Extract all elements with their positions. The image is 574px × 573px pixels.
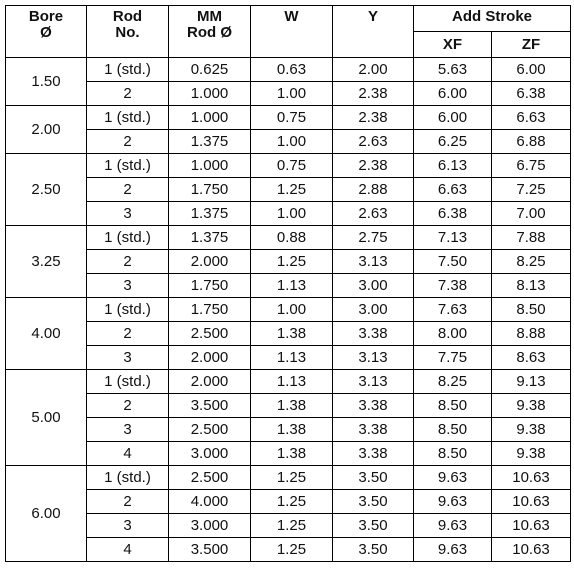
- header-bore: Bore Ø: [6, 6, 87, 58]
- rod-cell: 2: [87, 490, 169, 514]
- rod-cell: 1 (std.): [87, 154, 169, 178]
- bore-cell: 6.00: [6, 466, 87, 562]
- zf-cell: 9.13: [492, 370, 571, 394]
- w-cell: 1.25: [251, 538, 333, 562]
- bore-cell: 1.50: [6, 58, 87, 106]
- table-row: [6, 538, 571, 562]
- rod-cell: 2: [87, 82, 169, 106]
- rod-cell: 2: [87, 178, 169, 202]
- y-cell: 3.38: [333, 418, 414, 442]
- table-row: [6, 514, 571, 538]
- w-cell: 1.00: [251, 298, 333, 322]
- y-cell: 3.38: [333, 322, 414, 346]
- y-cell: 3.50: [333, 538, 414, 562]
- table-row: [6, 322, 571, 346]
- mm-cell: 1.000: [169, 106, 251, 130]
- table-row: [6, 178, 571, 202]
- y-cell: 2.00: [333, 58, 414, 82]
- xf-cell: 6.13: [414, 154, 492, 178]
- zf-cell: 6.88: [492, 130, 571, 154]
- y-cell: 3.38: [333, 394, 414, 418]
- w-cell: 1.25: [251, 466, 333, 490]
- w-cell: 0.75: [251, 154, 333, 178]
- w-cell: 1.25: [251, 178, 333, 202]
- zf-cell: 10.63: [492, 514, 571, 538]
- table-row: [6, 82, 571, 106]
- mm-cell: 1.000: [169, 82, 251, 106]
- xf-cell: 5.63: [414, 58, 492, 82]
- zf-cell: 8.88: [492, 322, 571, 346]
- w-cell: 1.00: [251, 82, 333, 106]
- y-cell: 3.50: [333, 490, 414, 514]
- rod-cell: 2: [87, 130, 169, 154]
- rod-cell: 4: [87, 442, 169, 466]
- zf-cell: 9.38: [492, 418, 571, 442]
- zf-cell: 8.50: [492, 298, 571, 322]
- bore-cell: 3.25: [6, 226, 87, 298]
- zf-cell: 9.38: [492, 394, 571, 418]
- w-cell: 1.13: [251, 274, 333, 298]
- table-row: [6, 346, 571, 370]
- dimensions-table: [5, 5, 571, 562]
- w-cell: 0.75: [251, 106, 333, 130]
- w-cell: 1.13: [251, 370, 333, 394]
- zf-cell: 10.63: [492, 466, 571, 490]
- mm-cell: 2.500: [169, 322, 251, 346]
- xf-cell: 8.50: [414, 442, 492, 466]
- rod-cell: 2: [87, 394, 169, 418]
- table-body: [6, 58, 571, 562]
- zf-cell: 6.75: [492, 154, 571, 178]
- mm-cell: 3.500: [169, 394, 251, 418]
- xf-cell: 8.50: [414, 394, 492, 418]
- y-cell: 2.88: [333, 178, 414, 202]
- table-row: [6, 490, 571, 514]
- table-row: [6, 106, 571, 130]
- rod-cell: 3: [87, 418, 169, 442]
- header-rod-no: Rod No.: [87, 6, 169, 58]
- table-row: [6, 274, 571, 298]
- table-row: [6, 466, 571, 490]
- header-xf: XF: [414, 32, 492, 58]
- table-row: [6, 442, 571, 466]
- table-row: [6, 202, 571, 226]
- mm-cell: 3.000: [169, 514, 251, 538]
- table-row: [6, 394, 571, 418]
- table-row: [6, 154, 571, 178]
- rod-cell: 1 (std.): [87, 370, 169, 394]
- xf-cell: 9.63: [414, 466, 492, 490]
- rod-cell: 1 (std.): [87, 466, 169, 490]
- xf-cell: 8.00: [414, 322, 492, 346]
- mm-cell: 2.500: [169, 466, 251, 490]
- w-cell: 1.38: [251, 418, 333, 442]
- zf-cell: 8.63: [492, 346, 571, 370]
- xf-cell: 7.50: [414, 250, 492, 274]
- y-cell: 3.13: [333, 370, 414, 394]
- zf-cell: 10.63: [492, 538, 571, 562]
- zf-cell: 6.00: [492, 58, 571, 82]
- rod-cell: 1 (std.): [87, 226, 169, 250]
- xf-cell: 6.00: [414, 82, 492, 106]
- header-add-stroke: Add Stroke: [414, 6, 571, 32]
- zf-cell: 9.38: [492, 442, 571, 466]
- rod-cell: 3: [87, 202, 169, 226]
- y-cell: 3.13: [333, 250, 414, 274]
- w-cell: 1.38: [251, 322, 333, 346]
- y-cell: 3.38: [333, 442, 414, 466]
- mm-cell: 1.000: [169, 154, 251, 178]
- w-cell: 1.38: [251, 394, 333, 418]
- zf-cell: 7.00: [492, 202, 571, 226]
- table-row: [6, 226, 571, 250]
- xf-cell: 6.63: [414, 178, 492, 202]
- rod-cell: 1 (std.): [87, 298, 169, 322]
- mm-cell: 2.000: [169, 250, 251, 274]
- table-row: [6, 370, 571, 394]
- w-cell: 1.00: [251, 130, 333, 154]
- w-cell: 0.88: [251, 226, 333, 250]
- zf-cell: 7.88: [492, 226, 571, 250]
- rod-cell: 3: [87, 346, 169, 370]
- rod-cell: 1 (std.): [87, 106, 169, 130]
- xf-cell: 7.13: [414, 226, 492, 250]
- bore-cell: 2.00: [6, 106, 87, 154]
- y-cell: 3.00: [333, 274, 414, 298]
- w-cell: 1.13: [251, 346, 333, 370]
- table-row: [6, 418, 571, 442]
- y-cell: 3.50: [333, 514, 414, 538]
- xf-cell: 6.25: [414, 130, 492, 154]
- rod-cell: 3: [87, 514, 169, 538]
- bore-cell: 5.00: [6, 370, 87, 466]
- zf-cell: 7.25: [492, 178, 571, 202]
- xf-cell: 7.63: [414, 298, 492, 322]
- zf-cell: 8.25: [492, 250, 571, 274]
- xf-cell: 8.25: [414, 370, 492, 394]
- mm-cell: 1.375: [169, 202, 251, 226]
- rod-cell: 2: [87, 322, 169, 346]
- mm-cell: 2.000: [169, 346, 251, 370]
- header-w: W: [251, 6, 333, 58]
- w-cell: 1.25: [251, 514, 333, 538]
- mm-cell: 1.750: [169, 274, 251, 298]
- mm-cell: 3.500: [169, 538, 251, 562]
- y-cell: 2.38: [333, 154, 414, 178]
- mm-cell: 1.375: [169, 226, 251, 250]
- mm-cell: 4.000: [169, 490, 251, 514]
- y-cell: 3.00: [333, 298, 414, 322]
- table-header: [6, 6, 571, 58]
- table-row: [6, 250, 571, 274]
- y-cell: 2.63: [333, 202, 414, 226]
- table-row: [6, 130, 571, 154]
- y-cell: 3.13: [333, 346, 414, 370]
- zf-cell: 6.63: [492, 106, 571, 130]
- header-zf: ZF: [492, 32, 571, 58]
- rod-cell: 1 (std.): [87, 58, 169, 82]
- mm-cell: 2.000: [169, 370, 251, 394]
- zf-cell: 6.38: [492, 82, 571, 106]
- xf-cell: 8.50: [414, 418, 492, 442]
- bore-cell: 4.00: [6, 298, 87, 370]
- xf-cell: 9.63: [414, 490, 492, 514]
- xf-cell: 6.00: [414, 106, 492, 130]
- w-cell: 0.63: [251, 58, 333, 82]
- rod-cell: 4: [87, 538, 169, 562]
- header-mm-rod: MM Rod Ø: [169, 6, 251, 58]
- header-y: Y: [333, 6, 414, 58]
- zf-cell: 8.13: [492, 274, 571, 298]
- table-row: [6, 298, 571, 322]
- zf-cell: 10.63: [492, 490, 571, 514]
- y-cell: 2.75: [333, 226, 414, 250]
- bore-cell: 2.50: [6, 154, 87, 226]
- mm-cell: 0.625: [169, 58, 251, 82]
- y-cell: 2.38: [333, 106, 414, 130]
- mm-cell: 3.000: [169, 442, 251, 466]
- rod-cell: 3: [87, 274, 169, 298]
- y-cell: 2.63: [333, 130, 414, 154]
- xf-cell: 7.38: [414, 274, 492, 298]
- mm-cell: 1.375: [169, 130, 251, 154]
- mm-cell: 1.750: [169, 178, 251, 202]
- xf-cell: 9.63: [414, 514, 492, 538]
- xf-cell: 6.38: [414, 202, 492, 226]
- xf-cell: 7.75: [414, 346, 492, 370]
- mm-cell: 1.750: [169, 298, 251, 322]
- mm-cell: 2.500: [169, 418, 251, 442]
- w-cell: 1.00: [251, 202, 333, 226]
- w-cell: 1.38: [251, 442, 333, 466]
- y-cell: 3.50: [333, 466, 414, 490]
- rod-cell: 2: [87, 250, 169, 274]
- y-cell: 2.38: [333, 82, 414, 106]
- xf-cell: 9.63: [414, 538, 492, 562]
- table-row: [6, 58, 571, 82]
- w-cell: 1.25: [251, 490, 333, 514]
- w-cell: 1.25: [251, 250, 333, 274]
